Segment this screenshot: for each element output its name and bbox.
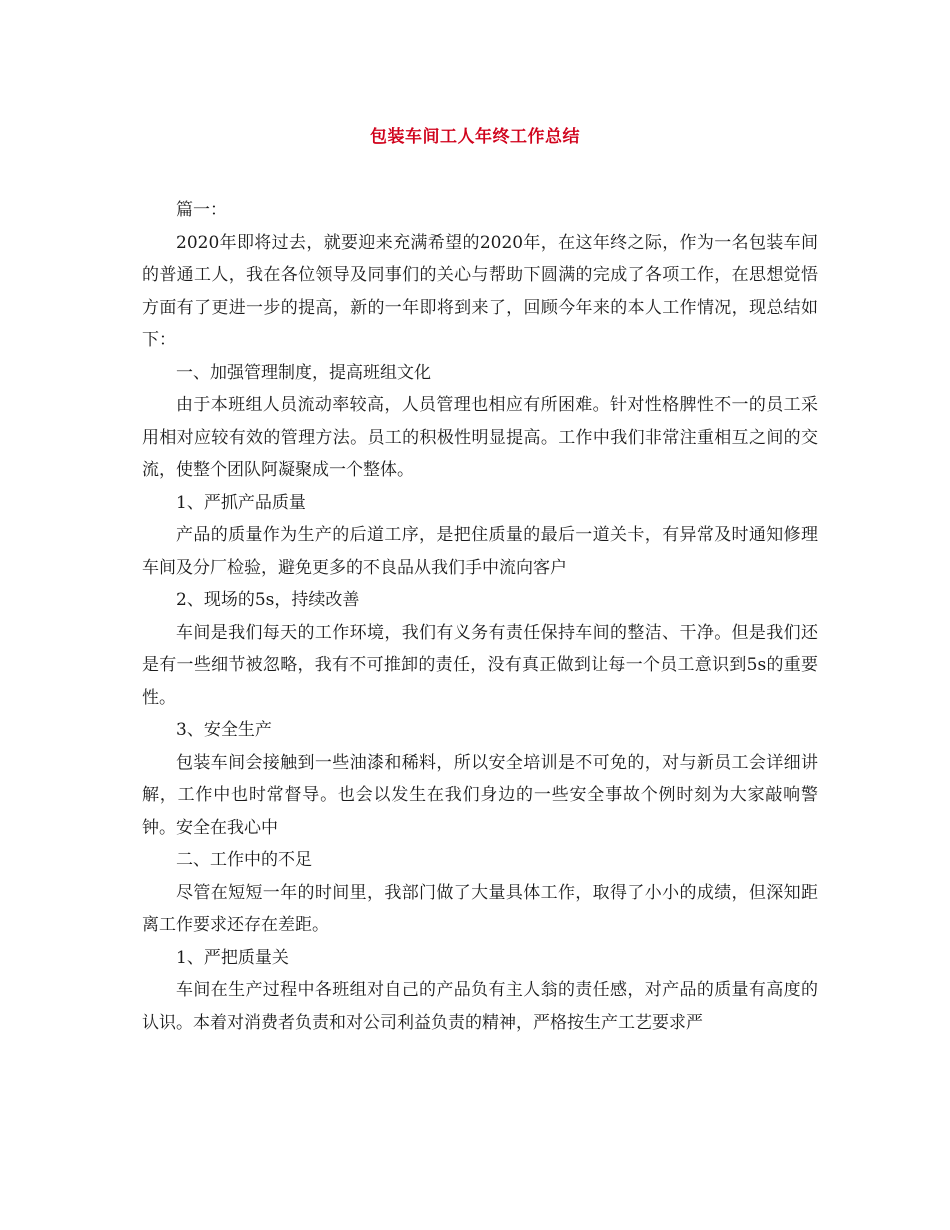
paragraph: 尽管在短短一年的时间里，我部门做了大量具体工作，取得了小小的成绩，但深知距离工作要求还存在差距。 [142, 882, 818, 935]
document-title: 包装车间工人年终工作总结 [370, 127, 580, 147]
subsection-heading: 1、严抓产品质量 [176, 492, 306, 513]
paragraph: 产品的质量作为生产的后道工序，是把住质量的最后一道关卡，有异常及时通知修理车间及分厂检验，避免更多的不良品从我们手中流向客户 [142, 525, 818, 578]
section-heading: 一、加强管理制度，提高班组文化 [176, 362, 431, 383]
paragraph: 包装车间会接触到一些油漆和稀料，所以安全培训是不可免的，对与新员工会详细讲解，工作中也时常督导。也会以发生在我们身边的一些安全事故个例时刻为大家敲响警钟。安全在我心中 [142, 752, 818, 838]
paragraph: 由于本班组人员流动率较高，人员管理也相应有所困难。针对性格脾性不一的员工采用相对应较有效的管理方法。员工的积极性明显提高。工作中我们非常注重相互之间的交流，使整个团队阿凝聚成一个整体。 [142, 395, 818, 480]
paragraph: 篇一： [176, 200, 227, 220]
paragraph: 2020年即将过去，就要迎来充满希望的2020年，在这年终之际，作为一名包装车间的普通工人，我在各位领导及同事们的关心与帮助下圆满的完成了各项工作，在思想觉悟方面有了更进一步的提高，新的一年即将到来了，回顾今年来的本人工作情况，现总结如下： [142, 232, 818, 350]
subsection-heading: 1、严把质量关 [176, 947, 289, 968]
paragraph: 车间是我们每天的工作环境，我们有义务有责任保持车间的整洁、干净。但是我们还是有一些细节被忽略，我有不可推卸的责任，没有真正做到让每一个员工意识到5s的重要性。 [142, 622, 818, 708]
subsection-heading: 3、安全生产 [176, 720, 272, 740]
paragraph: 车间在生产过程中各班组对自己的产品负有主人翁的责任感，对产品的质量有高度的认识。本着对消费者负责和对公司利益负责的精神，严格按生产工艺要求严 [142, 980, 818, 1033]
subsection-heading: 2、现场的5s，持续改善 [176, 590, 360, 610]
document-body [142, 194, 818, 1039]
section-heading: 二、工作中的不足 [176, 850, 312, 870]
